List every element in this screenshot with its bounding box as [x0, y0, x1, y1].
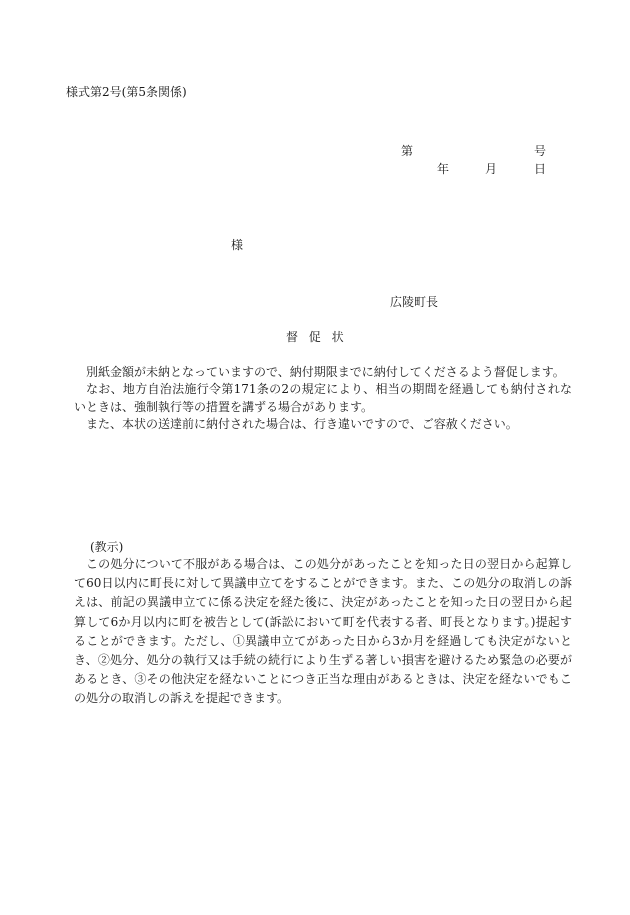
sender-name: 広陵町長: [390, 295, 439, 309]
instruction-label: (教示): [90, 540, 124, 554]
document-number-prefix: 第: [401, 144, 414, 158]
body-paragraph-2: なお、地方自治法施行令第171条の2の規定により、相当の期間を経過しても納付されないときは、強制執行等の措置を講ずる場合があります。: [74, 382, 572, 414]
body-paragraph-1: 別紙金額が未納となっていますので、納付期限までに納付してくださるよう督促します。: [86, 365, 565, 379]
instruction-text: この処分について不服がある場合は、この処分があったことを知った日の翌日から起算して60日以内に町長に対して異議申立てをすることができます。また、この処分の取消しの訴えは、前記の異議申立てに係る決定を経た後に、決定があったことを知った日の翌日から起算して6か月以内に町を被告として(訴訟において町を代表する者、町長となります。)提起することができます。ただし、①異議申立てがあった日から3か月を経過しても決定がないとき、②処分、処分の執行又は手続の続行により生ずる著しい損害を避けるため緊急の必要があるとき、③その他決定を経ないことにつき正当な理由があるときは、決定を経ないでもこの処分の取消しの訴えを提起できます。: [74, 557, 572, 706]
body-paragraph-3: また、本状の送達前に納付された場合は、行き違いですので、ご容赦ください。: [86, 417, 518, 431]
date-year-label: 年: [437, 162, 450, 176]
addressee-suffix: 様: [231, 238, 244, 252]
document-title: 督促状: [286, 330, 355, 344]
form-number-label: 様式第2号(第5条関係): [66, 85, 187, 99]
document-number-suffix: 号: [534, 144, 547, 158]
date-day-label: 日: [534, 162, 547, 176]
date-month-label: 月: [485, 162, 498, 176]
